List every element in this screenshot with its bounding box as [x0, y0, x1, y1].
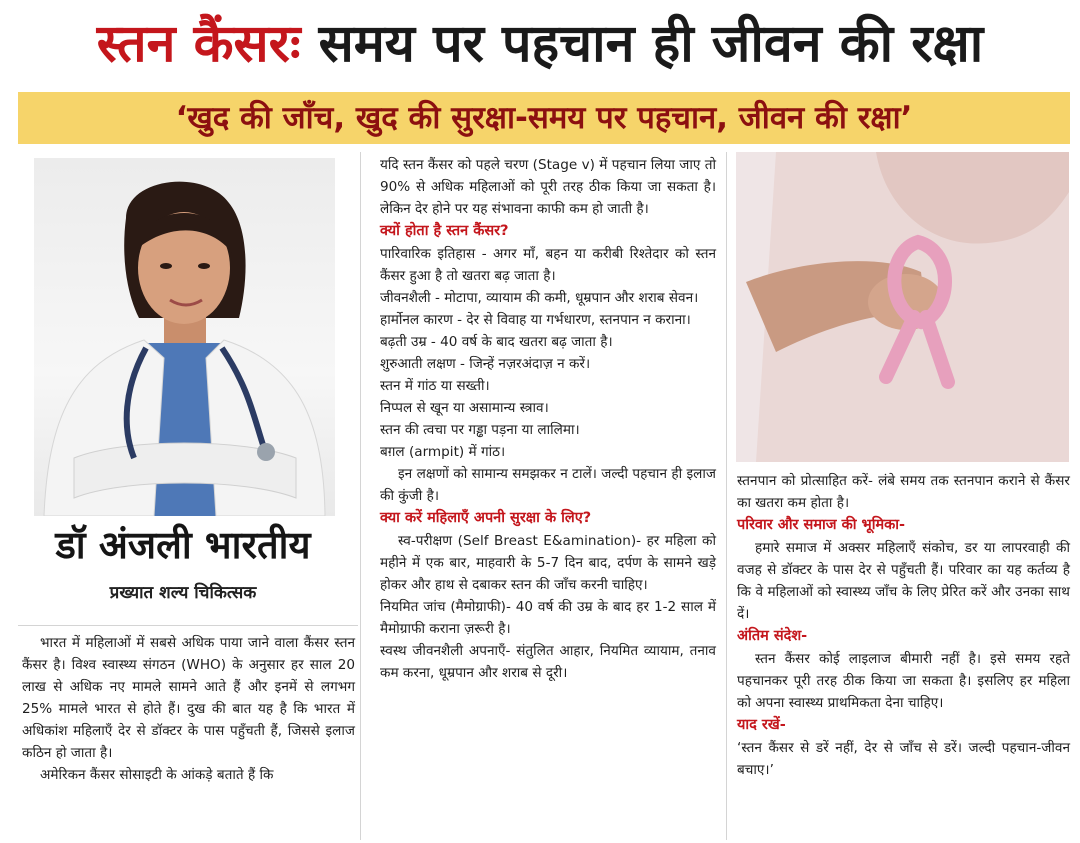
- list-item: नियमित जांच (मैमोग्राफी)- 40 वर्ष की उम्र के बाद हर 1-2 साल में मैमोग्राफी कराना ज़रूरी है।: [380, 599, 716, 637]
- doctor-name: डॉ अंजली भारतीय: [55, 523, 311, 567]
- pink-ribbon-photo: [736, 152, 1069, 462]
- subheadline-banner: ‘खुद की जाँच, खुद की सुरक्षा-समय पर पहचान, जीवन की रक्षा’: [18, 92, 1070, 144]
- section-heading-remember: याद रखें-: [737, 717, 786, 733]
- column-divider: [726, 152, 727, 840]
- list-item: निप्पल से खून या असामान्य स्त्राव।: [380, 400, 549, 416]
- section-heading-why: क्यों होता है स्तन कैंसर?: [380, 223, 509, 239]
- list-item: स्वस्थ जीवनशैली अपनाएँ- संतुलित आहार, नियमित व्यायाम, तनाव कम करना, धूम्रपान और शराब से दूरी।: [380, 643, 716, 681]
- paragraph: यदि स्तन कैंसर को पहले चरण (Stage v) में पहचान लिया जाए तो 90% से अधिक महिलाओं को पूरी तरह ठीक किया जा सकता है। लेकिन देर होने पर यह संभावना काफी कम हो जाती है।: [380, 157, 716, 217]
- section-heading-family: परिवार और समाज की भूमिका-: [737, 517, 906, 533]
- list-item: पारिवारिक इतिहास - अगर माँ, बहन या करीबी रिश्तेदार को स्तन कैंसर हुआ है तो खतरा बढ़ जाता है।: [380, 246, 716, 284]
- paragraph: अमेरिकन कैंसर सोसाइटी के आंकड़े बताते हैं कि: [40, 767, 274, 783]
- article-column-2: [380, 154, 716, 684]
- headline: [0, 0, 1080, 88]
- column-divider: [360, 152, 361, 840]
- list-item: स्तन में गांठ या सख्ती।: [380, 378, 490, 394]
- paragraph: स्तनपान को प्रोत्साहित करें- लंबे समय तक स्तनपान कराने से कैंसर का खतरा कम होता है।: [737, 473, 1070, 511]
- paragraph: ‘स्तन कैंसर से डरें नहीं, देर से जाँच से डरें। जल्दी पहचान-जीवन बचाए।’: [737, 740, 1070, 778]
- doctor-designation: प्रख्यात शल्य चिकित्सक: [109, 583, 257, 603]
- list-item: हार्मोनल कारण - देर से विवाह या गर्भधारण, स्तनपान न कराना।: [380, 312, 691, 328]
- list-item: बढ़ती उम्र - 40 वर्ष के बाद खतरा बढ़ जाता है।: [380, 334, 613, 350]
- list-item: स्तन की त्वचा पर गड्ढा पड़ना या लालिमा।: [380, 422, 580, 438]
- paragraph: इन लक्षणों को सामान्य समझकर न टालें। जल्दी पहचान ही इलाज की कुंजी है।: [380, 466, 716, 504]
- paragraph: स्तन कैंसर कोई लाइलाज बीमारी नहीं है। इसे समय रहते पहचानकर पूरी तरह ठीक किया जा सकता है। इसलिए हर महिला को अपना स्वास्थ्य प्राथमिकता देना चाहिए।: [737, 651, 1070, 711]
- article-column-3: [737, 470, 1070, 781]
- article-column-1: [22, 632, 355, 786]
- list-item: शुरुआती लक्षण - जिन्हें नज़रअंदाज़ न करें।: [380, 356, 591, 372]
- list-item: स्व-परीक्षण (Self Breast E&amination)- हर महिला को महीने में एक बार, माहवारी के 5-7 दिन बाद, दर्पण के सामने खड़े होकर और हाथ से दबाकर स्तन की जाँच करनी चाहिए।: [380, 533, 716, 593]
- headline-black-part: समय पर पहचान ही जीवन की रक्षा: [318, 14, 984, 74]
- headline-red-part: स्तन कैंसरः: [96, 14, 301, 74]
- section-heading-final: अंतिम संदेश-: [737, 628, 808, 644]
- doctor-photo: [34, 158, 335, 516]
- section-divider: [18, 625, 358, 626]
- list-item: जीवनशैली - मोटापा, व्यायाम की कमी, धूम्रपान और शराब सेवन।: [380, 290, 699, 306]
- section-heading-what: क्या करें महिलाएँ अपनी सुरक्षा के लिए?: [380, 510, 592, 526]
- paragraph: हमारे समाज में अक्सर महिलाएँ संकोच, डर या लापरवाही की वजह से डॉक्टर के पास देर से पहुँचती हैं। परिवार का यह कर्तव्य है कि वे महिलाओं को स्वास्थ्य जाँच के लिए प्रेरित करें और उनका साथ दें।: [737, 540, 1070, 622]
- paragraph: भारत में महिलाओं में सबसे अधिक पाया जाने वाला कैंसर स्तन कैंसर है। विश्व स्वास्थ्य संगठन (WHO) के अनुसार हर साल 20 लाख से अधिक नए मामले सामने आते हैं और इनमें से लगभग 25% मामले भारत से होते हैं। दुख की बात यह है कि भारत में अधिकांश महिलाएँ देर से डॉक्टर के पास पहुँचती हैं, जिससे इलाज कठिन हो जाता है।: [22, 635, 355, 761]
- list-item: बग़ल (armpit) में गांठ।: [380, 444, 506, 460]
